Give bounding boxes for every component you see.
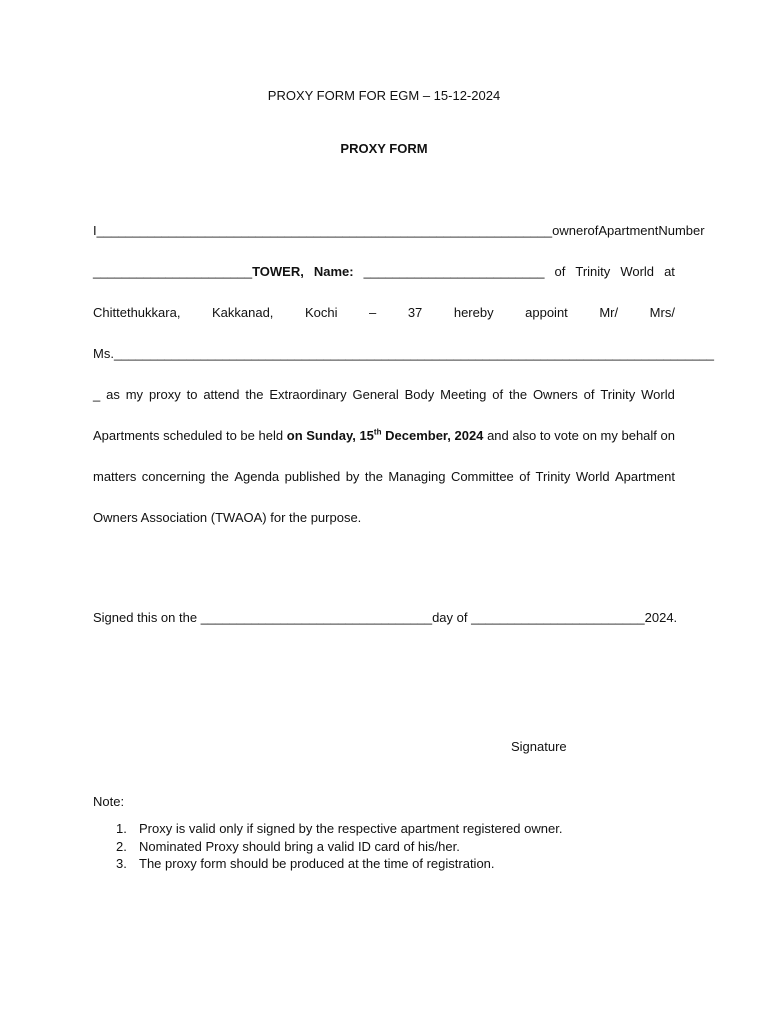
paragraph-line-1: I_______________________________________________________________ owner of Apartment Number <box>93 223 705 238</box>
tower-blank: ______________________ <box>93 264 253 279</box>
paragraph-line-7: matters concerning the Agenda published by the Managing Committee of Trinity World Apartment <box>93 469 675 484</box>
owner-name-blank: I_______________________________________________________________ <box>93 223 553 238</box>
list-item: 1. Proxy is valid only if signed by the respective apartment registered owner. <box>116 821 563 836</box>
paragraph-line-8: Owners Association (TWAOA) for the purpose. <box>93 510 362 525</box>
paragraph-line-6: Apartments scheduled to be held on Sunday, 15th December, 2024 and also to vote on my behalf on <box>93 427 675 443</box>
paragraph-line-2: ______________________TOWER, Name: _________________________ of Trinity World at <box>93 264 675 279</box>
list-item: 2. Nominated Proxy should bring a valid ID card of his/her. <box>116 838 460 854</box>
signature-label: Signature <box>511 739 567 754</box>
tower-label: TOWER, <box>252 264 304 279</box>
proxy-name-blank: Ms.___________________________________________________________________________________ <box>93 346 715 361</box>
form-heading: PROXY FORM <box>340 141 428 156</box>
document-title: PROXY FORM FOR EGM – 15-12-2024 <box>267 88 501 103</box>
signed-date-line: Signed this on the ________________________________day of ________________________2024. <box>93 610 678 625</box>
meeting-date: on Sunday, 15th December, 2024 <box>286 427 484 443</box>
note-label: Note: <box>93 794 125 809</box>
paragraph-line-4 <box>93 346 715 361</box>
paragraph-line-5: _ as my proxy to attend the Extraordinary General Body Meeting of the Owners of Trinity World <box>93 387 675 402</box>
signed-day-blank: ________________________________ <box>200 610 433 625</box>
name-label: Name: <box>313 264 354 279</box>
list-item: 3. The proxy form should be produced at the time of registration. <box>116 856 495 871</box>
name-blank: _________________________ <box>363 264 545 279</box>
note-list <box>114 821 562 874</box>
paragraph-line-3: Chittethukkara, Kakkanad, Kochi – 37 hereby appoint Mr/ Mrs/ <box>93 305 675 320</box>
signed-month-blank: ________________________ <box>471 610 645 625</box>
